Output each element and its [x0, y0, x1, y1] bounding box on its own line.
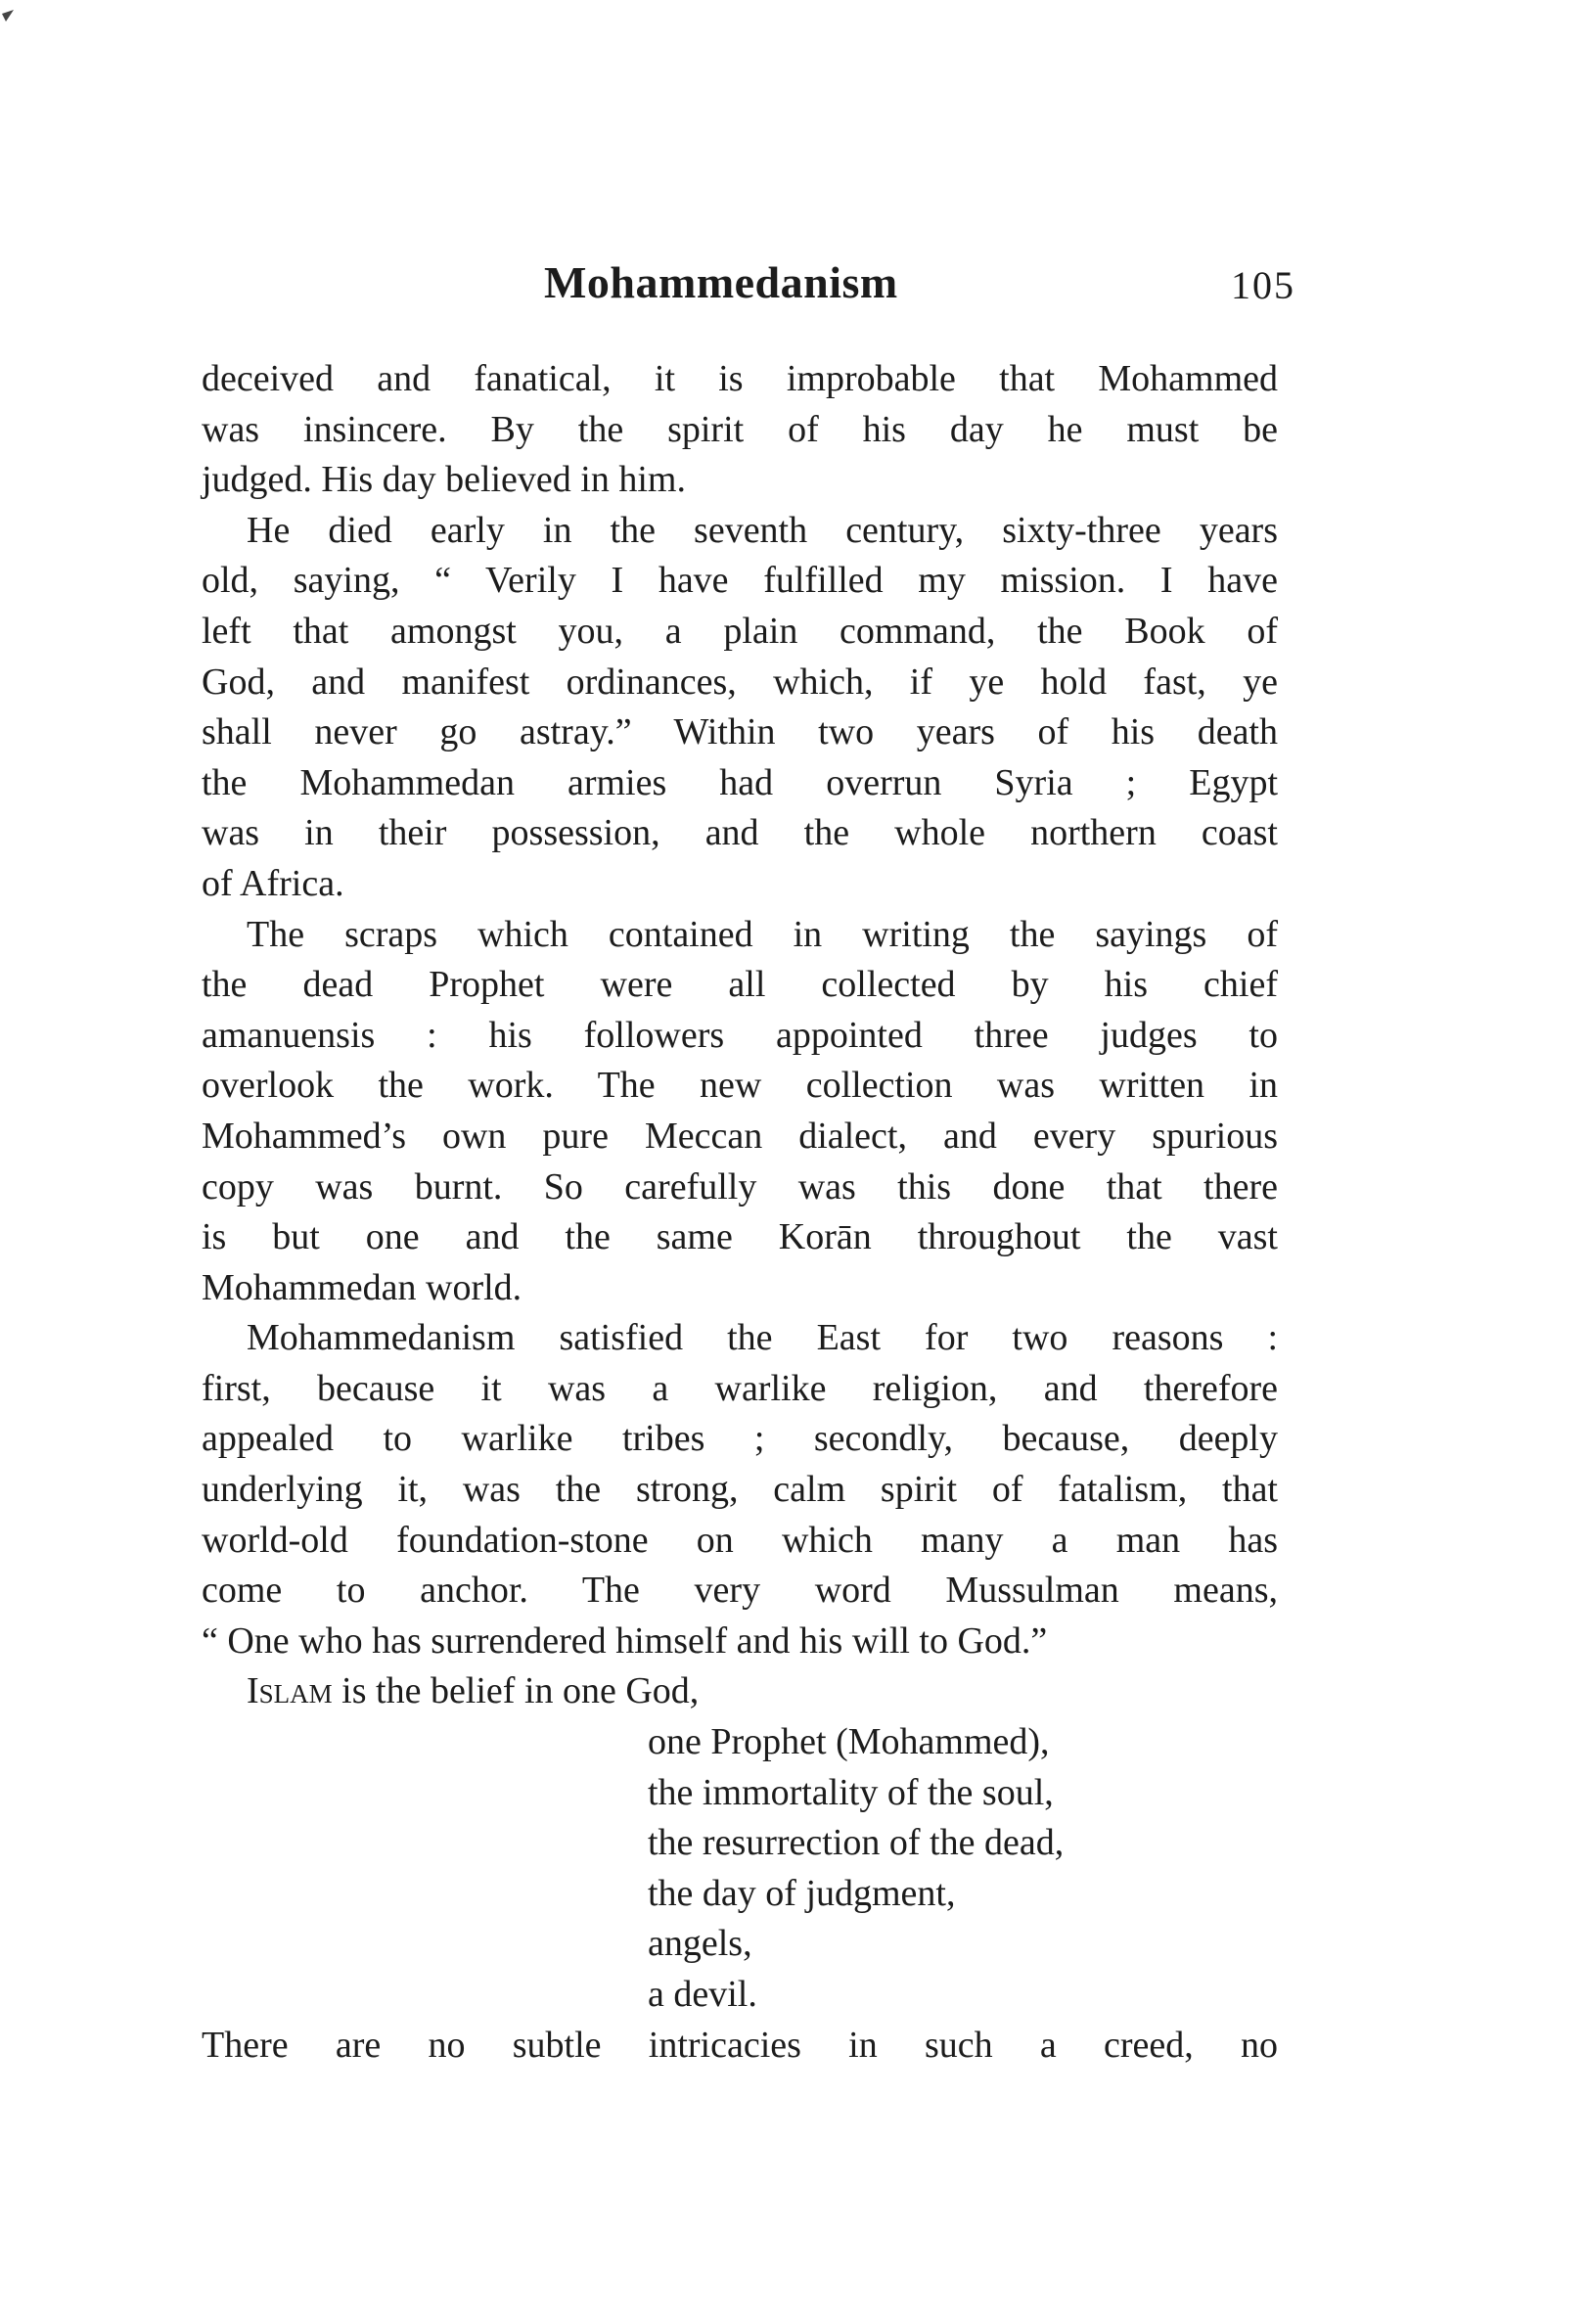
text-line [202, 1617, 1278, 1667]
line-text: The scraps which contained in writing the sayings of [247, 913, 1278, 955]
line-text: left that amongst you, a plain command, the Book of [202, 610, 1278, 652]
line-text: judged. His day believed in him. [202, 459, 686, 501]
text-line [202, 2021, 1278, 2072]
text-line [202, 1313, 1278, 1364]
line-text: Mohammedanism satisfied the East for two reasons : [247, 1317, 1278, 1359]
text-line [202, 1112, 1278, 1162]
text-line [202, 354, 1278, 405]
line-text: Mohammedan world. [202, 1266, 522, 1308]
line-text: overlook the work. The new collection was written in [202, 1065, 1278, 1107]
text-line [202, 556, 1278, 607]
line-text: come to anchor. The very word Mussulman means, [202, 1570, 1278, 1612]
text-line [202, 455, 1278, 506]
text-line [202, 1011, 1278, 1062]
text-line [202, 1465, 1278, 1516]
line-text: God, and manifest ordinances, which, if ye hold fast, ye [202, 661, 1278, 703]
line-text: was in their possession, and the whole northern coast [202, 812, 1278, 854]
line-text: the day of judgment, [648, 1872, 956, 1914]
creed-list-item [202, 1768, 1278, 1819]
line-text: amanuensis : his followers appointed three judges to [202, 1014, 1278, 1056]
line-text: is but one and the same Korān throughout the vast [202, 1216, 1278, 1258]
creed-list-item [202, 1818, 1278, 1869]
text-line [202, 960, 1278, 1011]
line-text: one Prophet (Mohammed), [648, 1721, 1050, 1763]
text-line [202, 808, 1278, 859]
line-text: Mohammed’s own pure Meccan dialect, and every spurious [202, 1115, 1278, 1157]
line-text: the Mohammedan armies had overrun Syria ; Egypt [202, 761, 1278, 803]
body-text [202, 354, 1278, 2071]
text-line [202, 607, 1278, 658]
line-text: the immortality of the soul, [648, 1771, 1054, 1813]
text-line [202, 1516, 1278, 1567]
text-line [202, 506, 1278, 557]
creed-list-item [202, 1919, 1278, 1970]
line-text: old, saying, “ Verily I have fulfilled my mission. I have [202, 560, 1278, 602]
text-line [202, 859, 1278, 910]
text-line [202, 658, 1278, 708]
text-line [202, 1666, 1278, 1717]
running-head-title: Mohammedanism [544, 257, 898, 307]
line-text: appealed to warlike tribes ; secondly, because, deeply [202, 1418, 1278, 1460]
creed-list-item [202, 1869, 1278, 1920]
text-line [202, 1364, 1278, 1415]
text-line [202, 1061, 1278, 1112]
creed-list-item [202, 1717, 1278, 1768]
line-text: the dead Prophet were all collected by his chief [202, 964, 1278, 1006]
line-text: of Africa. [202, 862, 344, 904]
scan-speck-mark [0, 8, 39, 27]
line-text: a devil. [648, 1974, 757, 2015]
text-line [202, 1162, 1278, 1213]
line-text: shall never go astray.” Within two years of his death [202, 711, 1278, 753]
text-line [202, 758, 1278, 809]
line-text: There are no subtle intricacies in such a creed, no [202, 2024, 1278, 2066]
line-text: underlying it, was the strong, calm spirit of fatalism, that [202, 1469, 1278, 1511]
line-text: world-old foundation-stone on which many a man has [202, 1519, 1278, 1561]
text-line [202, 405, 1278, 456]
line-text: first, because it was a warlike religion, and therefore [202, 1367, 1278, 1409]
text-line [202, 1414, 1278, 1465]
text-line [202, 910, 1278, 961]
page-number: 105 [1231, 263, 1295, 307]
text-line [202, 707, 1278, 758]
line-text: is the belief in one God, [341, 1670, 700, 1712]
line-text: copy was burnt. So carefully was this done that there [202, 1165, 1278, 1208]
line-text: angels, [648, 1923, 752, 1965]
creed-list-item [202, 1970, 1278, 2021]
line-text: was insincere. By the spirit of his day he must be [202, 408, 1278, 450]
line-text: deceived and fanatical, it is improbable that Mohammed [202, 358, 1278, 399]
text-line [202, 1212, 1278, 1263]
text-line [202, 1566, 1278, 1617]
line-text: He died early in the seventh century, sixty-three years [247, 509, 1278, 551]
line-text: “ One who has surrendered himself and his will to God.” [202, 1619, 1048, 1662]
line-text: the resurrection of the dead, [648, 1822, 1065, 1864]
small-caps-word: Islam [247, 1670, 333, 1712]
text-line [202, 1263, 1278, 1314]
